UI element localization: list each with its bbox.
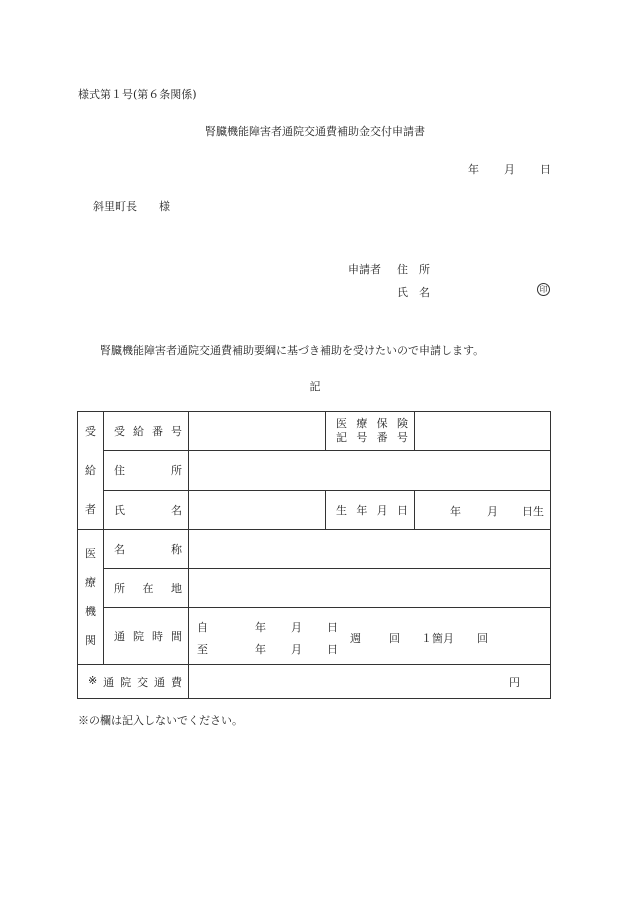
recipient-address-field[interactable] (189, 451, 551, 490)
recipient-name-field[interactable] (189, 490, 326, 529)
seal-mark-icon: 印 (537, 283, 550, 296)
institution-name-label: 名 称 (104, 530, 189, 569)
date-month-label: 月 (504, 163, 515, 176)
ki-heading: 記 (309, 380, 321, 393)
visit-period-field[interactable]: 自 年 月 日 至 年 月 日 週 回 １箇月 回 (189, 608, 551, 665)
application-statement: 腎臓機能障害者通院交通費補助要綱に基づき補助を受けたいので申請します。 (100, 344, 485, 357)
yen-unit: 円 (509, 675, 520, 689)
visit-period-label: 通 院 時 間 (104, 608, 189, 665)
birthdate-field[interactable]: 年 月 日生 (415, 490, 551, 529)
institution-location-label: 所 在 地 (104, 569, 189, 608)
date-day-label: 日 (540, 163, 551, 176)
applicant-address-label: 住 所 (397, 263, 430, 276)
form-number: 様式第１号(第６条関係) (78, 88, 197, 101)
birthdate-label: 生 年 月 日 (326, 490, 415, 529)
applicant-name-label: 氏 名 (397, 286, 430, 299)
recipient-name-label: 氏 名 (104, 490, 189, 529)
insurance-number-field[interactable] (415, 412, 551, 451)
date-year-label: 年 (468, 163, 479, 176)
recipient-section-label: 受 給 者 (78, 412, 104, 530)
institution-section-label: 医 療 機 関 (78, 530, 104, 665)
footnote: ※の欄は記入しないでください。 (78, 714, 243, 727)
institution-name-field[interactable] (189, 530, 551, 569)
transport-fee-field[interactable] (189, 665, 551, 699)
recipient-number-label: 受 給 番 号 (104, 412, 189, 451)
applicant-label: 申請者 (348, 263, 381, 276)
institution-location-field[interactable] (189, 569, 551, 608)
insurance-number-label: 医 療 保 険 記 号 番 号 (326, 412, 415, 451)
recipient-number-field[interactable] (189, 412, 326, 451)
recipient-address-label: 住 所 (104, 451, 189, 490)
document-title: 腎臓機能障害者通院交通費補助金交付申請書 (205, 125, 425, 138)
transport-fee-label: ※ 通 院 交 通 費 (78, 665, 189, 699)
application-table (77, 411, 551, 699)
addressee: 斜里町長 様 (93, 200, 170, 213)
